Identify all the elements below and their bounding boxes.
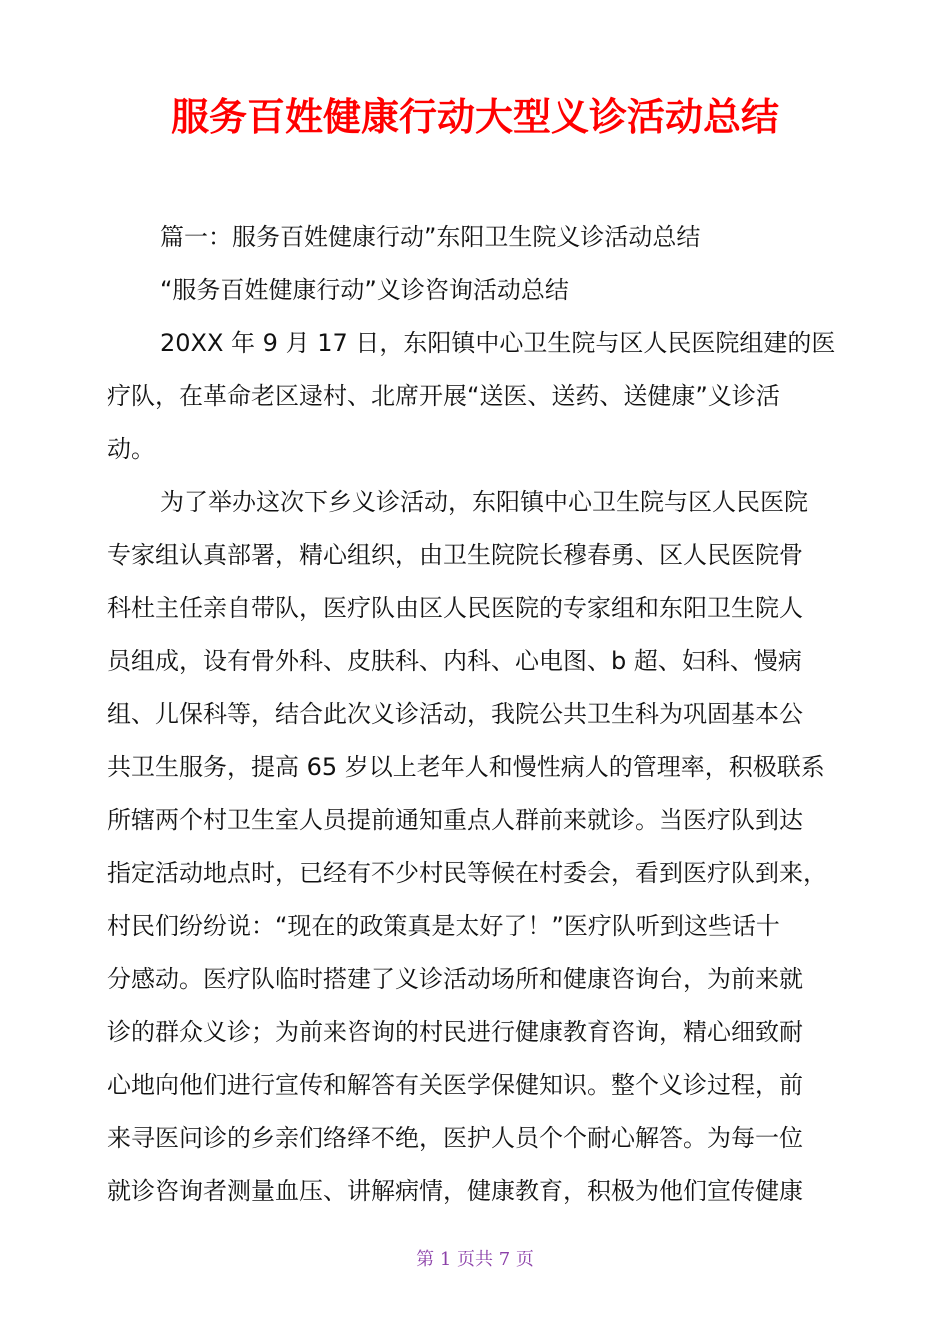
page-footer: 第 1 页共 7 页 bbox=[416, 1249, 534, 1270]
body-line: 诊的群众义诊；为前来咨询的村民进行健康教育咨询，精心细致耐 bbox=[107, 1018, 803, 1046]
body-line: 心地向他们进行宣传和解答有关医学保健知识。整个义诊过程，前 bbox=[107, 1071, 803, 1099]
body-line: 就诊咨询者测量血压、讲解病情，健康教育，积极为他们宣传健康 bbox=[107, 1177, 803, 1205]
body-line: 专家组认真部署，精心组织，由卫生院院长穆春勇、区人民医院骨 bbox=[107, 541, 803, 569]
body-line: 村民们纷纷说：“现在的政策真是太好了！”医疗队听到这些话十 bbox=[107, 912, 780, 940]
body-line: 20XX 年 9 月 17 日，东阳镇中心卫生院与区人民医院组建的医 bbox=[160, 329, 836, 357]
body-line: 动。 bbox=[107, 435, 155, 463]
body-line: 指定活动地点时，已经有不少村民等候在村委会，看到医疗队到来， bbox=[107, 859, 827, 887]
body-line: 来寻医问诊的乡亲们络绎不绝，医护人员个个耐心解答。为每一位 bbox=[107, 1124, 803, 1152]
body-line: “服务百姓健康行动”义诊咨询活动总结 bbox=[160, 276, 569, 304]
body-line: 科杜主任亲自带队，医疗队由区人民医院的专家组和东阳卫生院人 bbox=[107, 594, 803, 622]
body-line: 所辖两个村卫生室人员提前通知重点人群前来就诊。当医疗队到达 bbox=[107, 806, 803, 834]
body-line: 为了举办这次下乡义诊活动，东阳镇中心卫生院与区人民医院 bbox=[160, 488, 808, 516]
body-line: 篇一：服务百姓健康行动”东阳卫生院义诊活动总结 bbox=[160, 223, 701, 251]
body-line: 共卫生服务，提高 65 岁以上老年人和慢性病人的管理率，积极联系 bbox=[107, 753, 825, 781]
body-line: 分感动。医疗队临时搭建了义诊活动场所和健康咨询台，为前来就 bbox=[107, 965, 803, 993]
body-line: 疗队，在革命老区逯村、北席开展“送医、送药、送健康”义诊活 bbox=[107, 382, 780, 410]
document-title: 服务百姓健康行动大型义诊活动总结 bbox=[170, 95, 779, 139]
body-line: 组、儿保科等，结合此次义诊活动，我院公共卫生科为巩固基本公 bbox=[107, 700, 803, 728]
body-line: 员组成，设有骨外科、皮肤科、内科、心电图、b 超、妇科、慢病 bbox=[107, 647, 802, 675]
